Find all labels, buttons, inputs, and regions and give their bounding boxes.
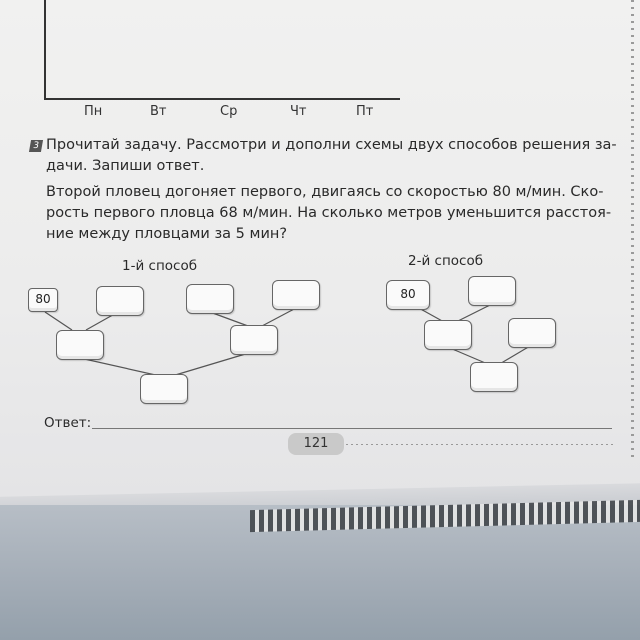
scheme-line bbox=[172, 352, 252, 376]
instruction-line: дачи. Запиши ответ. bbox=[46, 158, 205, 174]
method1-input-box[interactable] bbox=[96, 286, 144, 316]
method2-title: 2-й способ bbox=[408, 253, 484, 269]
scheme-line bbox=[210, 312, 248, 326]
method1-input-box[interactable] bbox=[56, 330, 104, 360]
answer-label: Ответ: bbox=[44, 415, 92, 431]
page-number: 121 bbox=[288, 433, 344, 455]
chart-day-label: Пт bbox=[356, 104, 374, 119]
method2-result-box[interactable] bbox=[470, 362, 518, 392]
scheme-line bbox=[45, 312, 72, 330]
method2-input-box[interactable] bbox=[424, 320, 472, 350]
instruction-line: Прочитай задачу. Рассмотри и дополни схемы двух способов решения за- bbox=[46, 137, 617, 153]
chart-day-label: Ср bbox=[220, 104, 238, 119]
method1-input-box[interactable] bbox=[186, 284, 234, 314]
method1-title: 1-й способ bbox=[122, 258, 198, 274]
problem-line: Второй пловец догоняет первого, двигаясь со скоростью 80 м/мин. Ско- bbox=[46, 184, 604, 200]
method2-input-box[interactable] bbox=[508, 318, 556, 348]
method2-given-box: 80 bbox=[386, 280, 430, 310]
method1-result-box[interactable] bbox=[140, 374, 188, 404]
method2-input-box[interactable] bbox=[468, 276, 516, 306]
problem-line: рость первого пловца 68 м/мин. На сколько метров уменьшится расстоя- bbox=[46, 205, 612, 221]
chart-day-label: Вт bbox=[150, 104, 167, 119]
method1-input-box[interactable] bbox=[230, 325, 278, 355]
method1-input-box[interactable] bbox=[272, 280, 320, 310]
scheme-line bbox=[262, 308, 296, 326]
chart-day-label: Пн bbox=[84, 104, 103, 119]
problem-line: ние между пловцами за 5 мин? bbox=[46, 226, 288, 242]
task-number: 3 bbox=[29, 140, 43, 152]
answer-line[interactable] bbox=[92, 428, 612, 429]
page-number-dots bbox=[346, 444, 616, 445]
method1-given-box: 80 bbox=[28, 288, 58, 312]
chart-day-label: Чт bbox=[290, 104, 307, 119]
